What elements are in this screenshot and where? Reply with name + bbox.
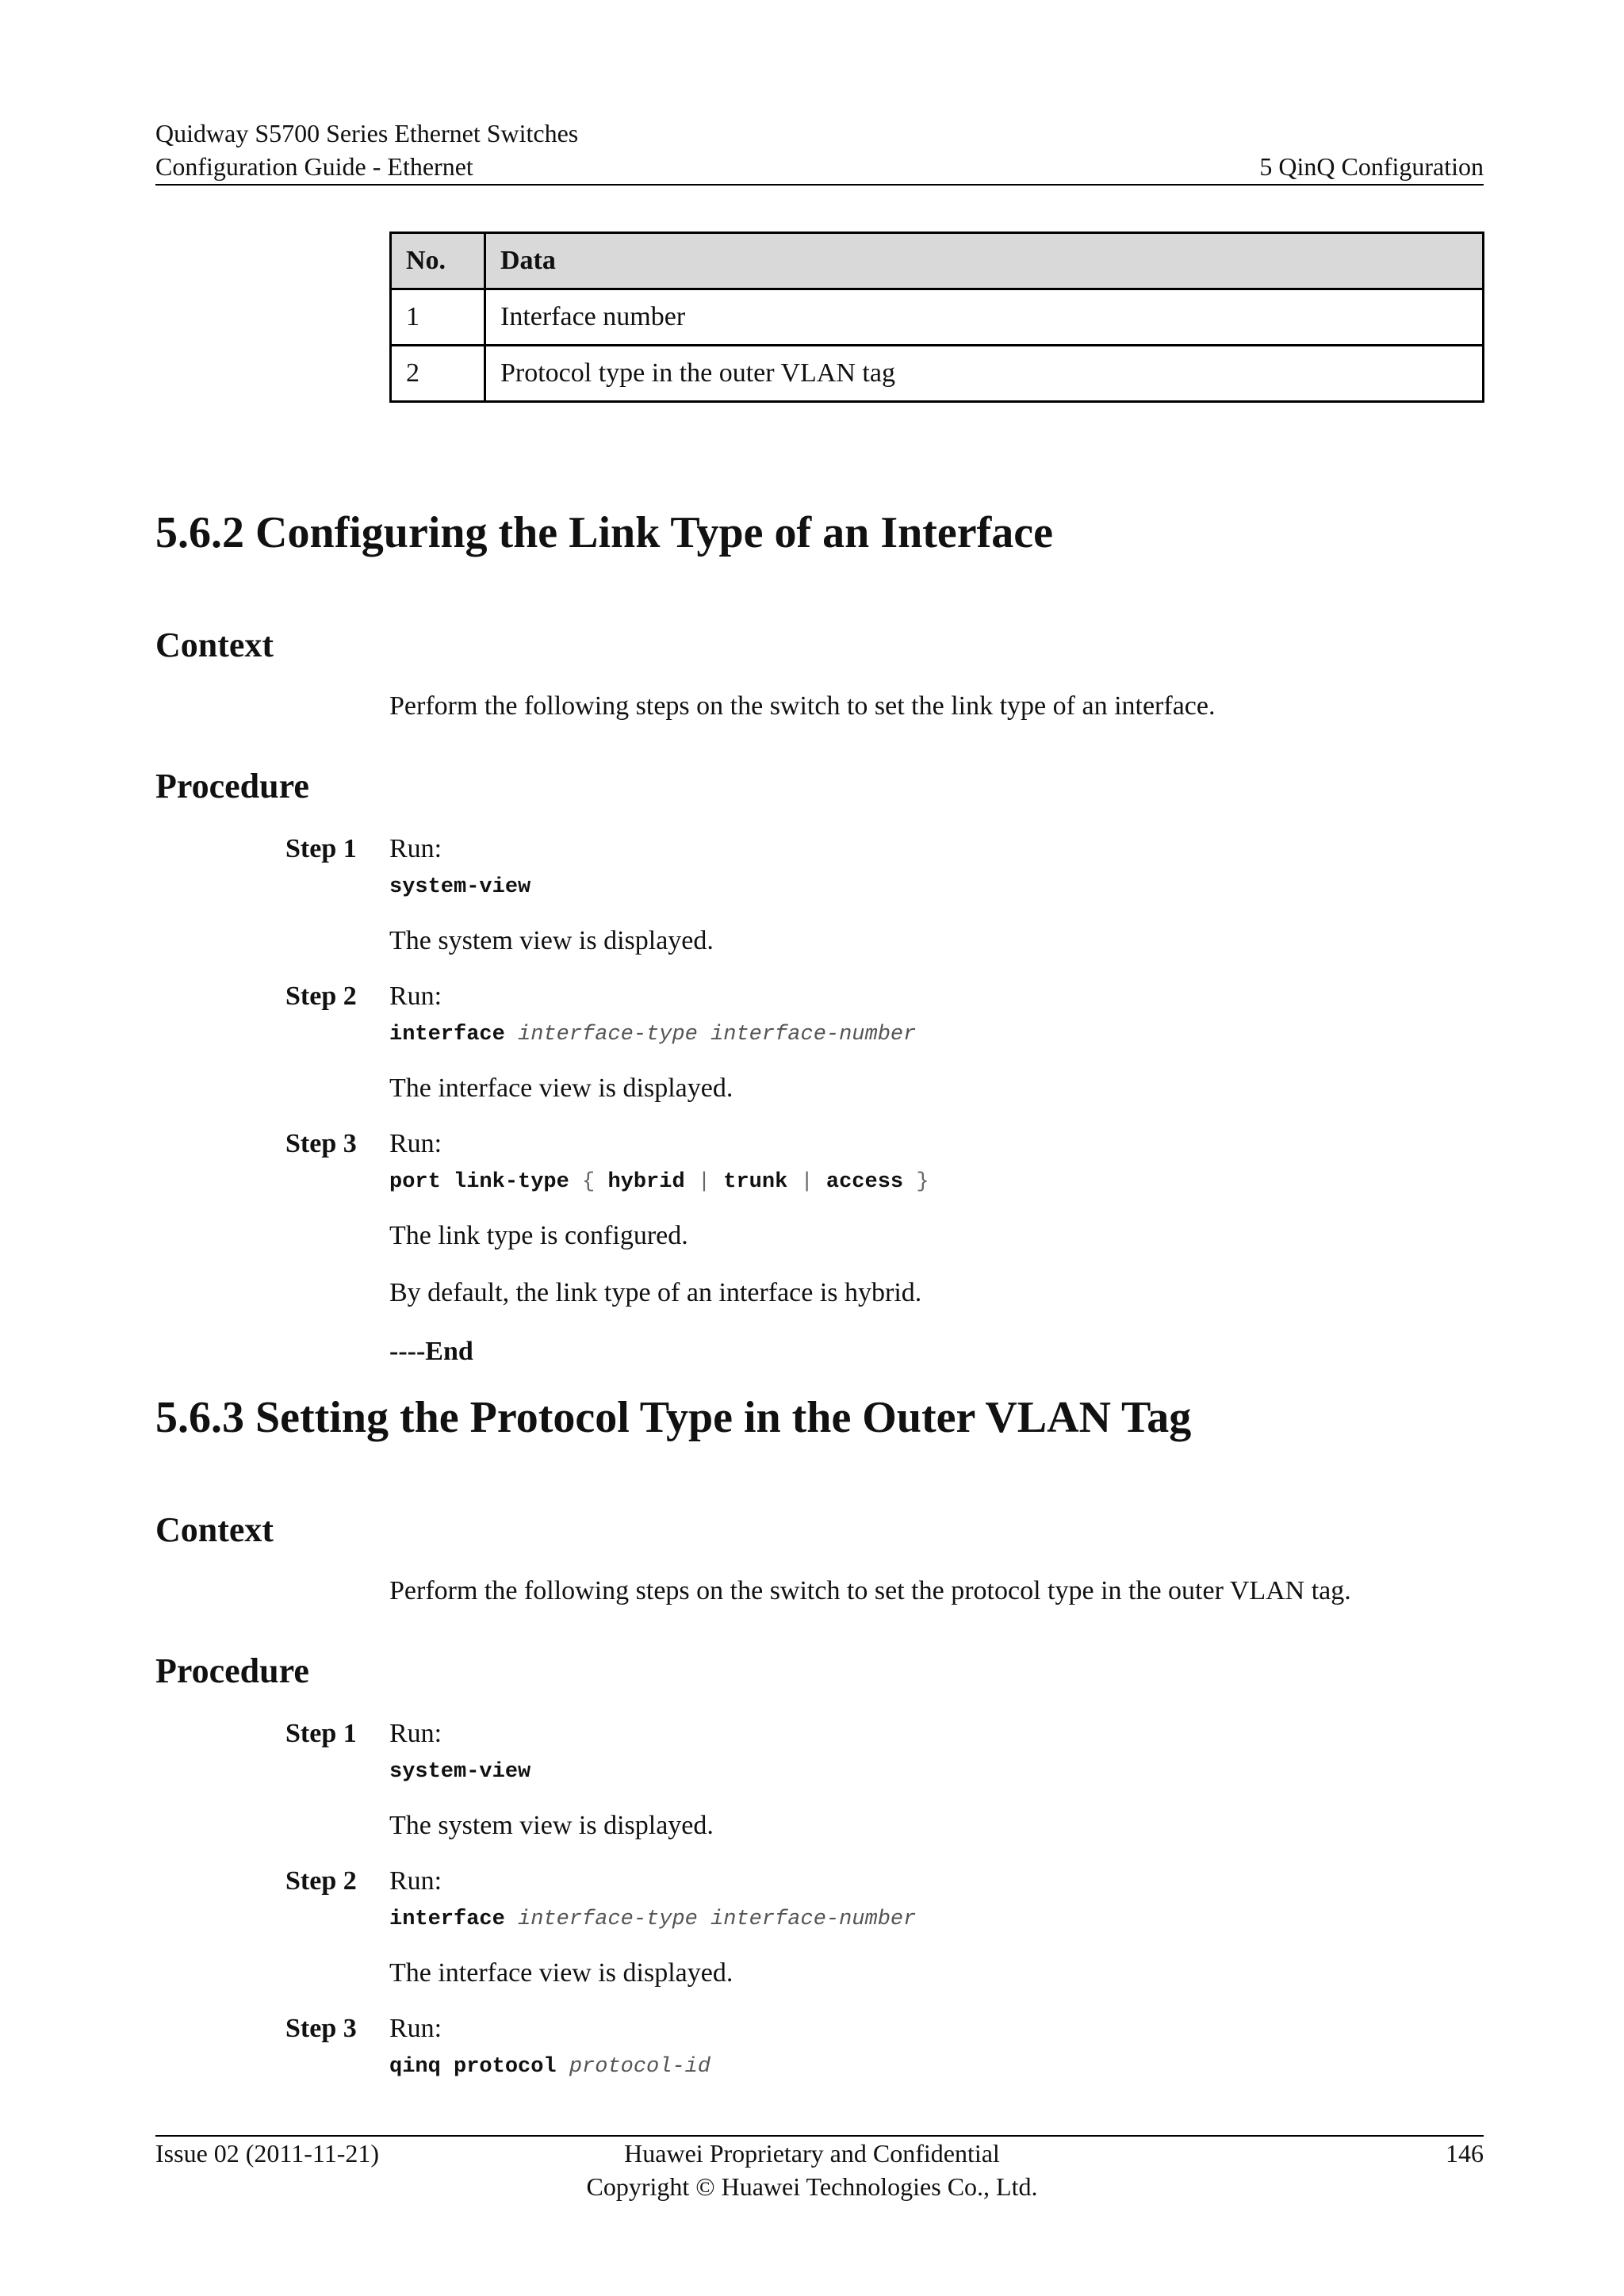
step-label: Step 2 — [285, 1866, 357, 1896]
step-run: Run: — [389, 982, 442, 1011]
step-label: Step 2 — [285, 982, 357, 1011]
context-heading-563: Context — [155, 1510, 274, 1549]
step-run: Run: — [389, 1129, 442, 1158]
command-line: interface interface-type interface-number — [389, 1908, 917, 1931]
step-result: The interface view is displayed. — [389, 1073, 733, 1103]
table-cell-no: 1 — [391, 289, 485, 346]
command-line: port link-type { hybrid | trunk | access } — [389, 1170, 929, 1194]
step-run: Run: — [389, 1866, 442, 1896]
step-label: Step 1 — [285, 1719, 357, 1748]
step-result: The link type is configured. — [389, 1221, 688, 1250]
table-header-data: Data — [485, 233, 1484, 289]
data-table — [389, 232, 1484, 403]
step-run: Run: — [389, 834, 442, 863]
procedure-heading-563: Procedure — [155, 1651, 309, 1690]
step-label: Step 3 — [285, 1129, 357, 1158]
step-label: Step 1 — [285, 834, 357, 863]
footer-confidential: Huawei Proprietary and Confidential — [624, 2139, 1000, 2168]
command-line: system-view — [389, 875, 531, 899]
command-line: qinq protocol protocol-id — [389, 2055, 711, 2079]
context-text-562: Perform the following steps on the switch to set the link type of an interface. — [389, 691, 1216, 721]
step-run: Run: — [389, 1719, 442, 1748]
context-text-563: Perform the following steps on the switch to set the protocol type in the outer VLAN tag. — [389, 1576, 1351, 1605]
step-label: Step 3 — [285, 2014, 357, 2043]
table-header-row — [391, 233, 1484, 289]
section-title-562: 5.6.2 Configuring the Link Type of an Interface — [155, 508, 1053, 557]
footer-issue: Issue 02 (2011-11-21) — [155, 2139, 380, 2168]
procedure-heading-562: Procedure — [155, 767, 309, 806]
table-cell-data: Interface number — [485, 289, 1484, 346]
step-result: The interface view is displayed. — [389, 1958, 733, 1988]
header-chapter: 5 QinQ Configuration — [1259, 152, 1484, 181]
table-row — [391, 289, 1484, 346]
section-title-563: 5.6.3 Setting the Protocol Type in the Outer VLAN Tag — [155, 1393, 1192, 1442]
table-row — [391, 346, 1484, 402]
step-result: The system view is displayed. — [389, 926, 714, 955]
footer-page-number: 146 — [1446, 2139, 1484, 2168]
table-cell-no: 2 — [391, 346, 485, 402]
header-product: Quidway S5700 Series Ethernet Switches — [155, 119, 579, 147]
footer-rule — [155, 2135, 1484, 2137]
step-run: Run: — [389, 2014, 442, 2043]
step-note: By default, the link type of an interface is hybrid. — [389, 1278, 922, 1307]
step-result: The system view is displayed. — [389, 1811, 714, 1840]
table-cell-data: Protocol type in the outer VLAN tag — [485, 346, 1484, 402]
procedure-end: ----End — [389, 1337, 473, 1366]
header-guide: Configuration Guide - Ethernet — [155, 152, 473, 181]
header-rule — [155, 184, 1484, 186]
footer-copyright: Copyright © Huawei Technologies Co., Ltd. — [586, 2172, 1038, 2201]
command-line: system-view — [389, 1760, 531, 1784]
command-line: interface interface-type interface-number — [389, 1023, 917, 1047]
context-heading-562: Context — [155, 626, 274, 664]
table-header-no: No. — [391, 233, 485, 289]
